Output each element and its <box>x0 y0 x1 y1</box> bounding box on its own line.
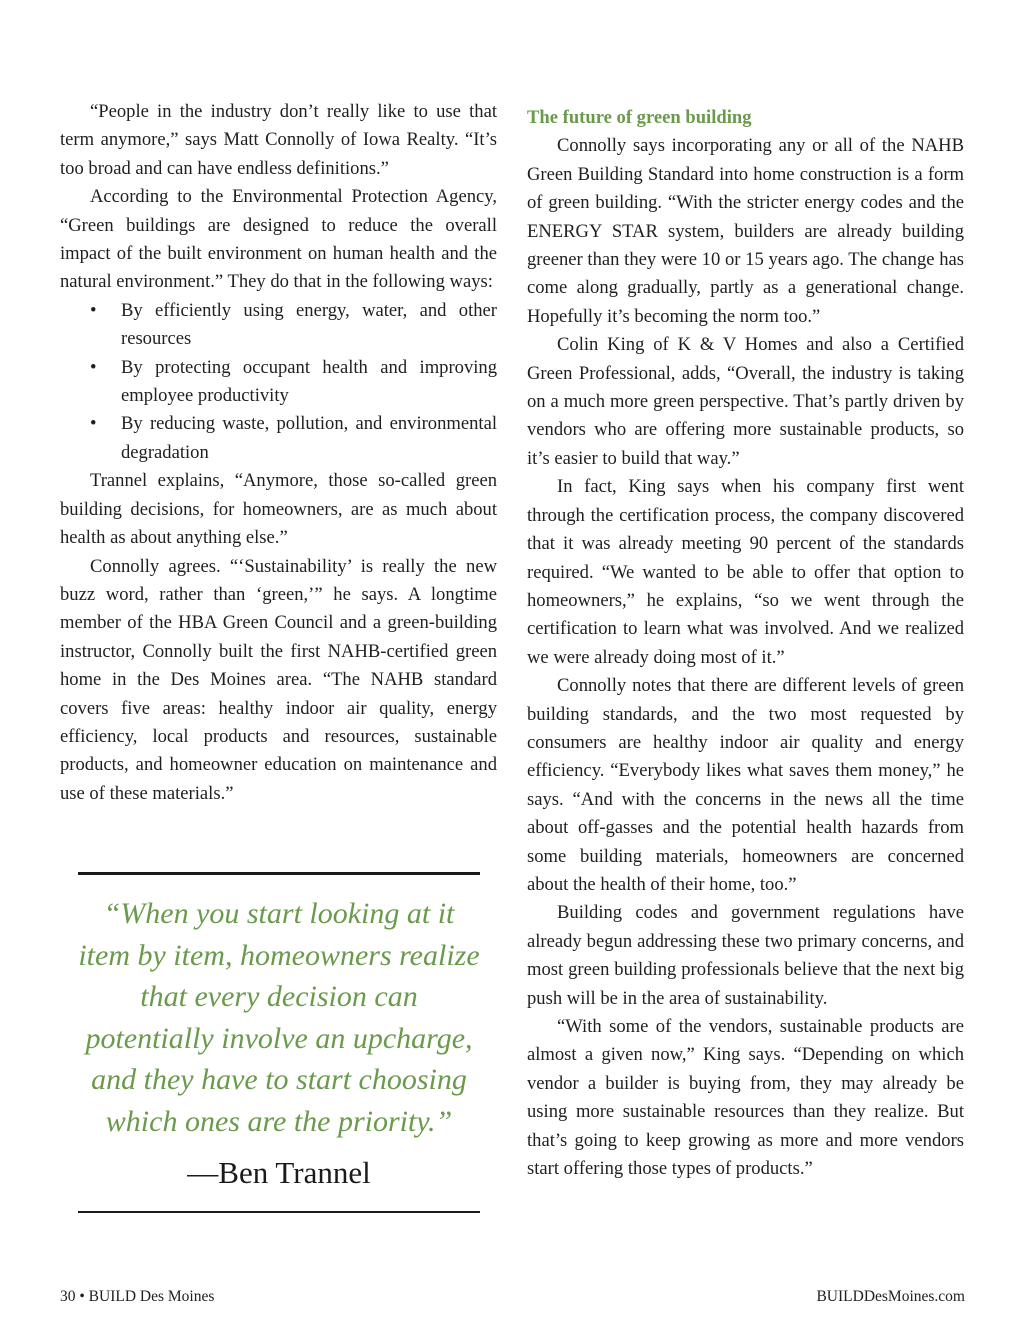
paragraph: Building codes and government regulations have already begun addressing these two primary concerns, and most green building professionals believe that the next big push will be in the area of sustainability. <box>527 902 964 1009</box>
paragraph: “With some of the vendors, sustainable products are almost a given now,” King says. “Depending on which vendor a builder is buying from, they may already be using more sustainable resources than they realize. But that’s going to keep growing as more and more vendors start offering those types of products.” <box>527 1016 964 1180</box>
paragraph-trannel: Trannel explains, “Anymore, those so-called green building decisions, for homeowners, are as much about health as about anything else.” <box>60 470 497 549</box>
footer-website: BUILDDesMoines.com <box>816 1288 965 1305</box>
pull-quote-attribution: —Ben Trannel <box>187 1154 371 1190</box>
paragraph-connolly-intro: “People in the industry don’t really like to use that term anymore,” says Matt Connolly of Iowa Realty. “It’s too broad and can have endless definitions.” <box>60 101 497 179</box>
green-building-ways-list <box>60 297 497 467</box>
paragraph: Colin King of K & V Homes and also a Certified Green Professional, adds, “Overall, the industry is taking on a much more green perspective. That’s partly driven by vendors who are offering more sustainable products, so it’s easier to build that way.” <box>527 334 964 469</box>
paragraph: Connolly notes that there are different levels of green building standards, and the two most requested by consumers are healthy indoor air quality and energy efficiency. “Everybody likes what saves them money,” he says. “And with the concerns in the news all the time about off-gasses and the potential health hazards from some building materials, homeowners are concerned about the health of their home, too.” <box>527 675 964 895</box>
paragraph: In fact, King says when his company first went through the certification process, the company discovered that it was already meeting 90 percent of the standards required. “We wanted to be able to offer that option to homeowners,” he explains, “so we went through the certification to learn what was involved. And we realized we were already doing most of it.” <box>527 476 964 668</box>
pull-quote <box>78 872 480 1213</box>
list-item: • By protecting occupant health and improving employee productivity <box>60 354 497 411</box>
left-column <box>60 98 497 808</box>
list-item: • By reducing waste, pollution, and environmental degradation <box>60 410 497 467</box>
pull-quote-text: “When you start looking at it item by item, homeowners realize that every decision can potentially involve an upcharge, and they have to start choosing which ones are the priority.” <box>78 897 480 1138</box>
footer-page-number: 30 • BUILD Des Moines <box>60 1288 215 1305</box>
section-heading: The future of green building <box>527 107 752 128</box>
paragraph: Connolly says incorporating any or all of the NAHB Green Building Standard into home construction is a form of green building. “With the stricter energy codes and the ENERGY STAR system, builders are already building greener than they were 10 or 15 years ago. The change has come along gradually, partly as a generational change. Hopefully it’s becoming the norm too.” <box>527 135 964 327</box>
paragraph-connolly-agrees: Connolly agrees. “‘Sustainability’ is really the new buzz word, rather than ‘green,’” he says. A longtime member of the HBA Green Council and a green-building instructor, Connolly built the first NAHB-certified green home in the Des Moines area. “The NAHB standard covers five areas: healthy indoor air quality, energy efficiency, local products and resources, sustainable products, and homeowner education on maintenance and use of these materials.” <box>60 555 497 804</box>
right-column <box>527 98 964 1183</box>
list-item: • By efficiently using energy, water, and other resources <box>60 297 497 354</box>
paragraph-epa-definition: According to the Environmental Protection Agency, “Green buildings are designed to reduce the overall impact of the built environment on human health and the natural environment.” They do that in the following ways: <box>60 186 497 293</box>
